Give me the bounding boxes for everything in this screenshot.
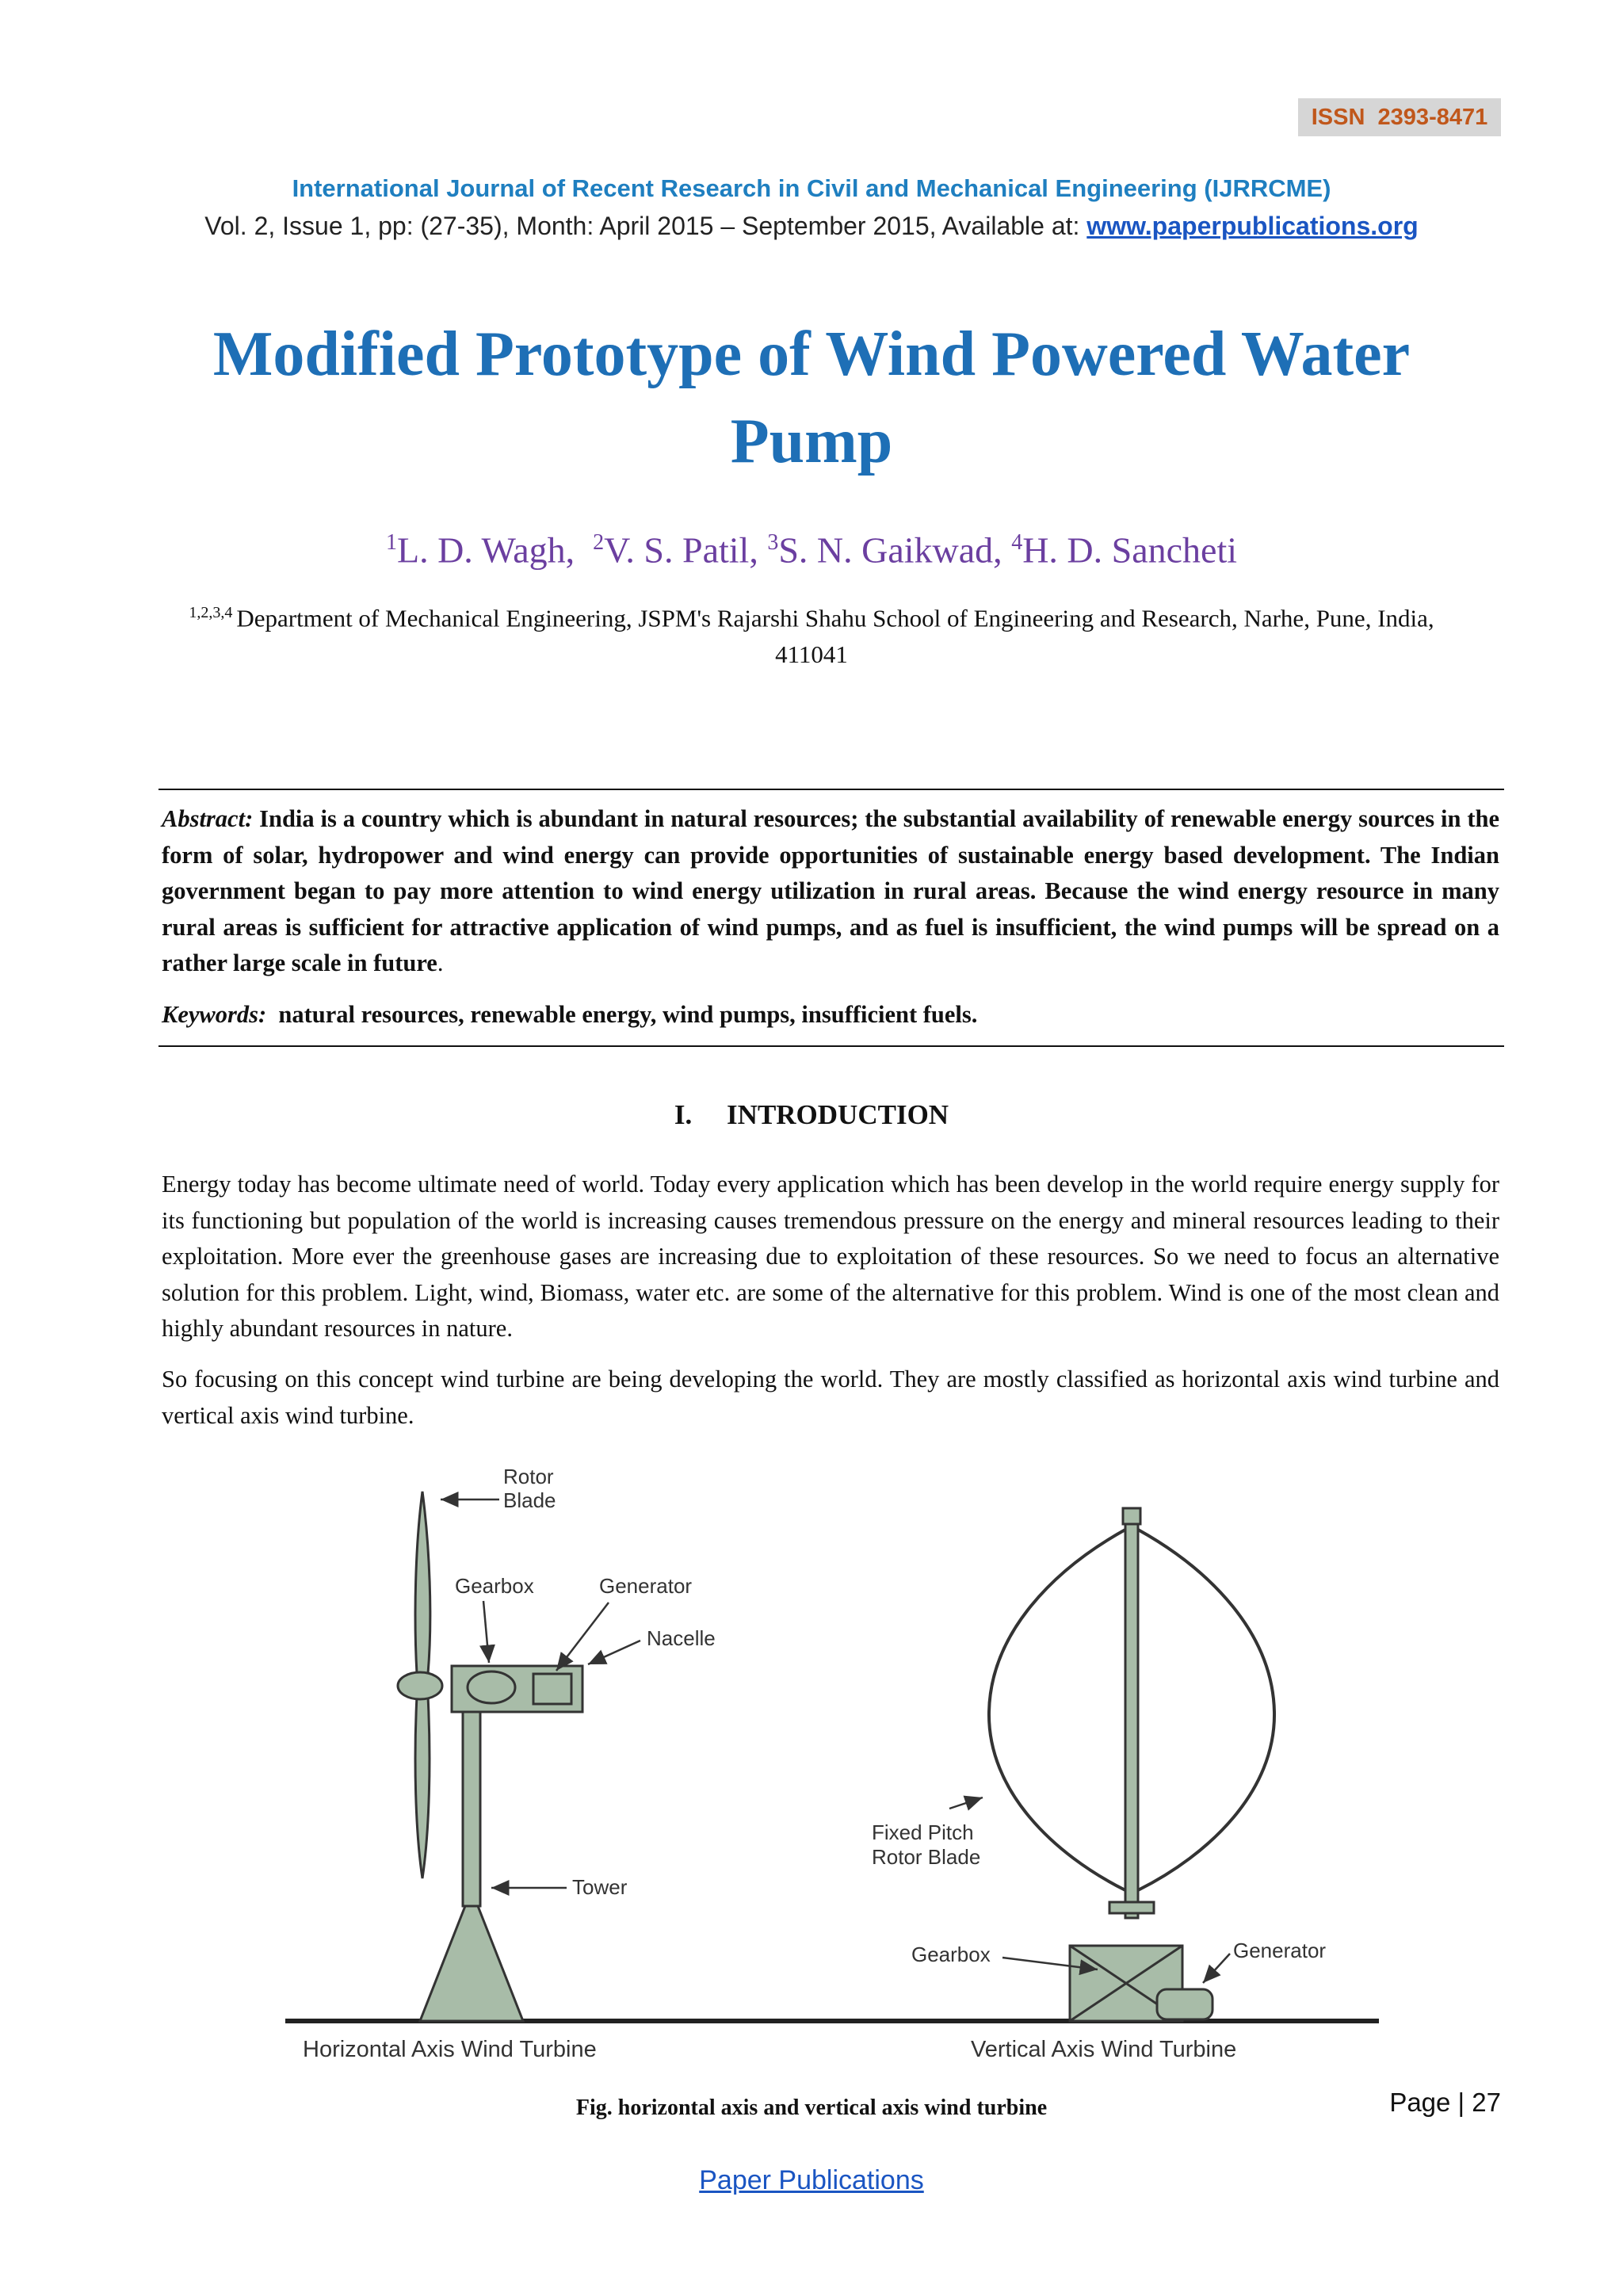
publisher-link[interactable]: Paper Publications [699, 2165, 924, 2195]
affiliation-sup: 1,2,3,4 [189, 604, 237, 621]
mast [1125, 1524, 1138, 1918]
keywords [162, 997, 1499, 1032]
caption-horizontal: Horizontal Axis Wind Turbine [303, 2037, 597, 2062]
footer [0, 2162, 1623, 2199]
label-gearbox-h: Gearbox [455, 1574, 534, 1598]
label-generator-h: Generator [599, 1574, 693, 1598]
journal-meta [0, 208, 1623, 243]
author-sup: 2 [593, 530, 605, 555]
paper-title: Modified Prototype of Wind Powered Water Pump [212, 319, 1411, 476]
journal-meta-text: Vol. 2, Issue 1, pp: (27-35), Month: April 2015 – September 2015, Available at: [204, 212, 1087, 240]
issn-badge: ISSN 2393-8471 [1298, 98, 1501, 136]
label-generator-v: Generator [1233, 1939, 1327, 1962]
label-fixed-pitch: Rotor Blade [872, 1845, 981, 1869]
gearbox-h [468, 1671, 515, 1703]
affiliation [158, 594, 1465, 673]
intro-paragraph: Energy today has become ultimate need of world. Today every application which has been develop in the world require energy supply for its functioning but population of the world is increasing causes tremendous pressure on the energy and mineral resources leading to their exploitation. More ever the greenhouse gases are increasing due to exploitation of these resources. So we need to focus an alternative solution for this problem. Light, wind, Biomass, water etc. are some of the alternative for this problem. Wind is one of the most clean and highly abundant resources in nature. [162, 1171, 1499, 1342]
mast-top [1123, 1508, 1140, 1524]
abstract-text: India is a country which is abundant in natural resources; the substantial availability of renewable energy sources in the form of solar, hydropower and wind energy can provide opportunities of sustainable energy based development. The Indian government began to pay more attention to wind energy utilization in rural areas. Because the wind energy resource in many rural areas is sufficient for attractive application of wind pumps, and as fuel is insufficient, the wind pumps will be spread on a rather large scale in future [162, 805, 1506, 976]
author-name: V. S. Patil, [604, 529, 768, 571]
author-sup: 3 [767, 530, 779, 555]
label-rotor-blade: Blade [503, 1488, 556, 1512]
wind-turbine-diagram [262, 1450, 1387, 2076]
label-nacelle: Nacelle [647, 1626, 716, 1650]
abstract-bottom-rule [158, 1045, 1504, 1047]
abstract [162, 801, 1506, 982]
mast-collar [1109, 1902, 1154, 1913]
section-heading: I. INTRODUCTION [674, 1099, 949, 1130]
author-name: L. D. Wagh, [396, 529, 594, 571]
affiliation-text: Department of Mechanical Engineering, JSPM's Rajarshi Shahu School of Engineering and Research, Narhe, Pune, India, 411041 [236, 604, 1434, 669]
rotor-hub [398, 1672, 442, 1699]
label-rotor-blade: Rotor [503, 1465, 554, 1488]
page-number: Page | 27 [1389, 2088, 1501, 2117]
intro-paragraph: So focusing on this concept wind turbine are being developing the world. They are mostly classified as horizontal axis wind turbine and vertical axis wind turbine. [162, 1366, 1499, 1429]
label-tower: Tower [572, 1875, 628, 1899]
label-fixed-pitch: Fixed Pitch [872, 1820, 974, 1844]
abstract-top-rule [158, 789, 1504, 790]
tower-base-h [420, 1906, 523, 2021]
author-name: S. N. Gaikwad, [778, 529, 1012, 571]
author-name: H. D. Sancheti [1022, 529, 1238, 571]
journal-title: International Journal of Recent Research in Civil and Mechanical Engineering (IJRRCME) [292, 174, 1331, 202]
rotor-blade-lower [415, 1696, 430, 1878]
label-gearbox-v: Gearbox [911, 1943, 991, 1966]
keywords-label: Keywords: [162, 1001, 267, 1028]
keywords-text: natural resources, renewable energy, wind pumps, insufficient fuels. [266, 1001, 978, 1028]
generator-v [1157, 1989, 1212, 2019]
tower-h [463, 1712, 480, 1906]
vertical-axis-turbine [989, 1508, 1274, 2021]
abstract-label: Abstract: [162, 805, 254, 832]
caption-vertical: Vertical Axis Wind Turbine [971, 2037, 1237, 2062]
author-sup: 4 [1011, 530, 1023, 555]
horizontal-axis-turbine [398, 1492, 582, 2021]
abstract-end: . [437, 949, 444, 976]
author-sup: 1 [385, 530, 397, 555]
rotor-blade-upper [415, 1492, 430, 1674]
wind-turbine-figure [262, 1450, 1387, 2076]
author-list [0, 515, 1623, 578]
generator-h [533, 1674, 571, 1704]
journal-url-link[interactable]: www.paperpublications.org [1086, 212, 1419, 240]
figure-caption: Fig. horizontal axis and vertical axis wind turbine [575, 2095, 1048, 2120]
